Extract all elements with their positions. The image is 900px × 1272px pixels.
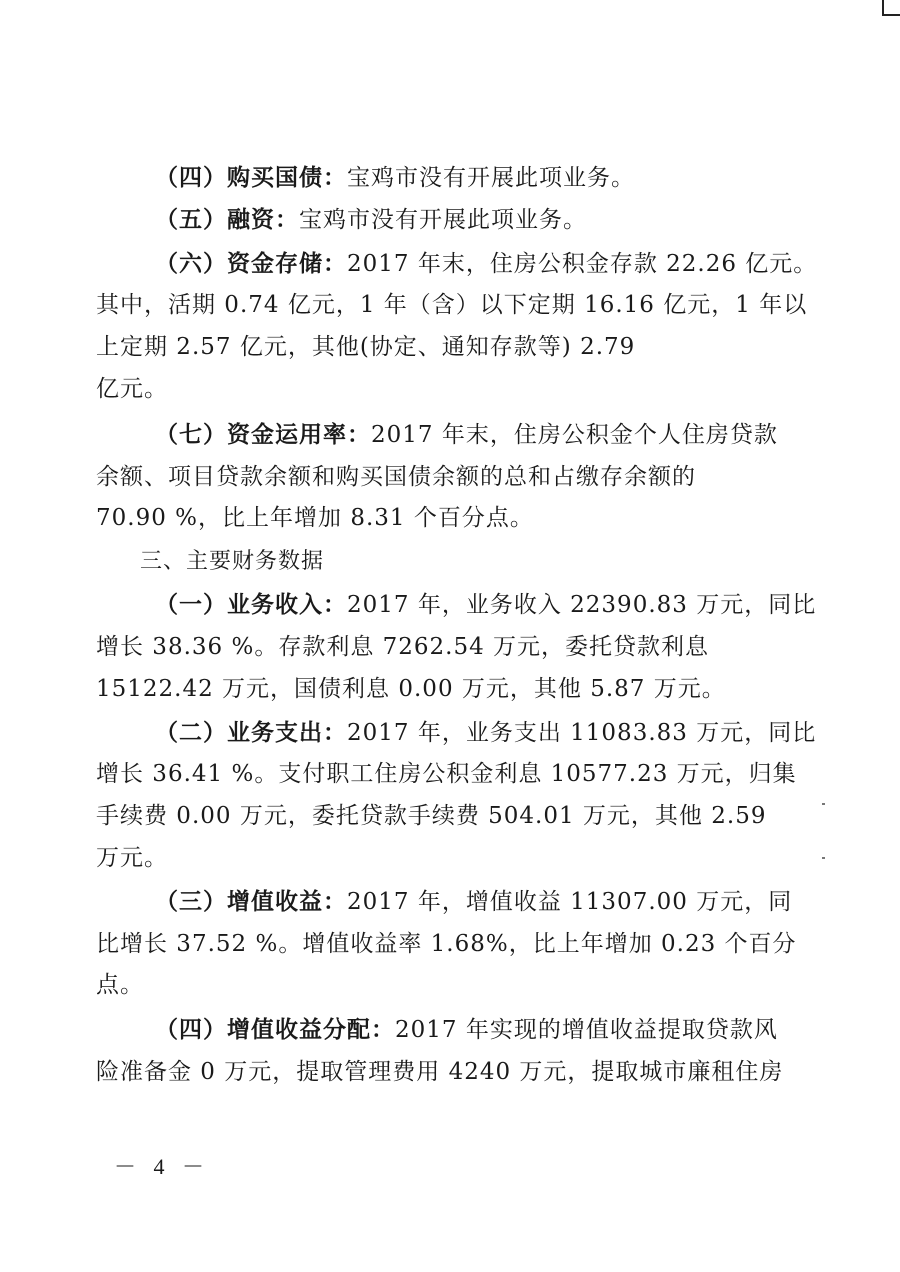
paragraph-line: [155, 249, 845, 279]
paragraph-text: 亿元。: [96, 376, 168, 402]
paragraph-text: 点。: [96, 972, 144, 998]
paragraph-line: [96, 462, 786, 492]
paragraph-text: 万元。: [96, 845, 168, 871]
paragraph-line: [155, 420, 845, 450]
paragraph-line: [155, 1015, 845, 1045]
paragraph-text: 宝鸡市没有开展此项业务。: [347, 165, 635, 191]
section-label: （五）融资：: [155, 206, 299, 233]
section-label: （七）资金运用率：: [155, 421, 371, 448]
paragraph-text: 比增长 37.52 %。增值收益率 1.68%，比上年增加 0.23 个百分: [96, 931, 797, 957]
paragraph-text: 增长 36.41 %。支付职工住房公积金利息 10577.23 万元，归集: [96, 761, 797, 787]
paragraph-text: 上定期 2.57 亿元，其他(协定、通知存款等) 2.79: [96, 334, 636, 360]
paragraph-line: [96, 503, 786, 533]
paragraph-line: [96, 374, 786, 404]
paragraph-text: 2017 年，业务支出 11083.83 万元，同比: [347, 720, 817, 746]
section-label: （六）资金存储：: [155, 250, 347, 277]
scan-speck: [822, 803, 825, 805]
paragraph-line: [96, 759, 797, 789]
paragraph-line: [155, 887, 845, 917]
paragraph-text: 余额、项目贷款余额和购买国债余额的总和占缴存余额的: [96, 464, 696, 490]
paragraph-line: [96, 332, 786, 362]
paragraph-text: 15122.42 万元，国债利息 0.00 万元，其他 5.87 万元。: [96, 676, 726, 702]
paragraph-text: 宝鸡市没有开展此项业务。: [299, 207, 587, 233]
paragraph-line: [96, 290, 808, 320]
section-label: （四）增值收益分配：: [155, 1016, 395, 1043]
paragraph-line: [155, 205, 845, 235]
section-heading: [140, 547, 830, 577]
paragraph-text: 2017 年，增值收益 11307.00 万元，同: [347, 889, 793, 915]
section-label: （四）购买国债：: [155, 164, 347, 191]
page-number: － 4 －: [114, 1154, 211, 1179]
paragraph-text: 险准备金 0 万元，提取管理费用 4240 万元，提取城市廉租住房: [96, 1059, 784, 1085]
paragraph-text: 增长 38.36 %。存款利息 7262.54 万元，委托贷款利息: [96, 634, 710, 660]
paragraph-line: [96, 970, 786, 1000]
paragraph-text: 2017 年，业务收入 22390.83 万元，同比: [347, 592, 817, 618]
paragraph-line: [96, 929, 797, 959]
paragraph-text: 2017 年实现的增值收益提取贷款风: [395, 1017, 778, 1043]
scan-speck: [822, 857, 825, 859]
paragraph-line: [155, 163, 845, 193]
paragraph-text: 70.90 %，比上年增加 8.31 个百分点。: [96, 505, 534, 531]
paragraph-line: [96, 801, 786, 831]
paragraph-line: [155, 718, 845, 748]
paragraph-text: 其中，活期 0.74 亿元，1 年（含）以下定期 16.16 亿元，1 年以: [96, 292, 808, 318]
section-label: （三）增值收益：: [155, 888, 347, 915]
paragraph-line: [96, 1057, 786, 1087]
paragraph-line: [96, 632, 786, 662]
corner-mark: [882, 0, 900, 16]
paragraph-line: [155, 590, 845, 620]
paragraph-text: 2017 年末，住房公积金存款 22.26 亿元。: [347, 251, 818, 277]
heading-text: 三、主要财务数据: [140, 549, 325, 574]
section-label: （一）业务收入：: [155, 591, 347, 618]
paragraph-text: 2017 年末，住房公积金个人住房贷款: [371, 422, 778, 448]
paragraph-line: [96, 843, 786, 873]
paragraph-line: [96, 674, 786, 704]
paragraph-text: 手续费 0.00 万元，委托贷款手续费 504.01 万元，其他 2.59: [96, 803, 767, 829]
section-label: （二）业务支出：: [155, 719, 347, 746]
